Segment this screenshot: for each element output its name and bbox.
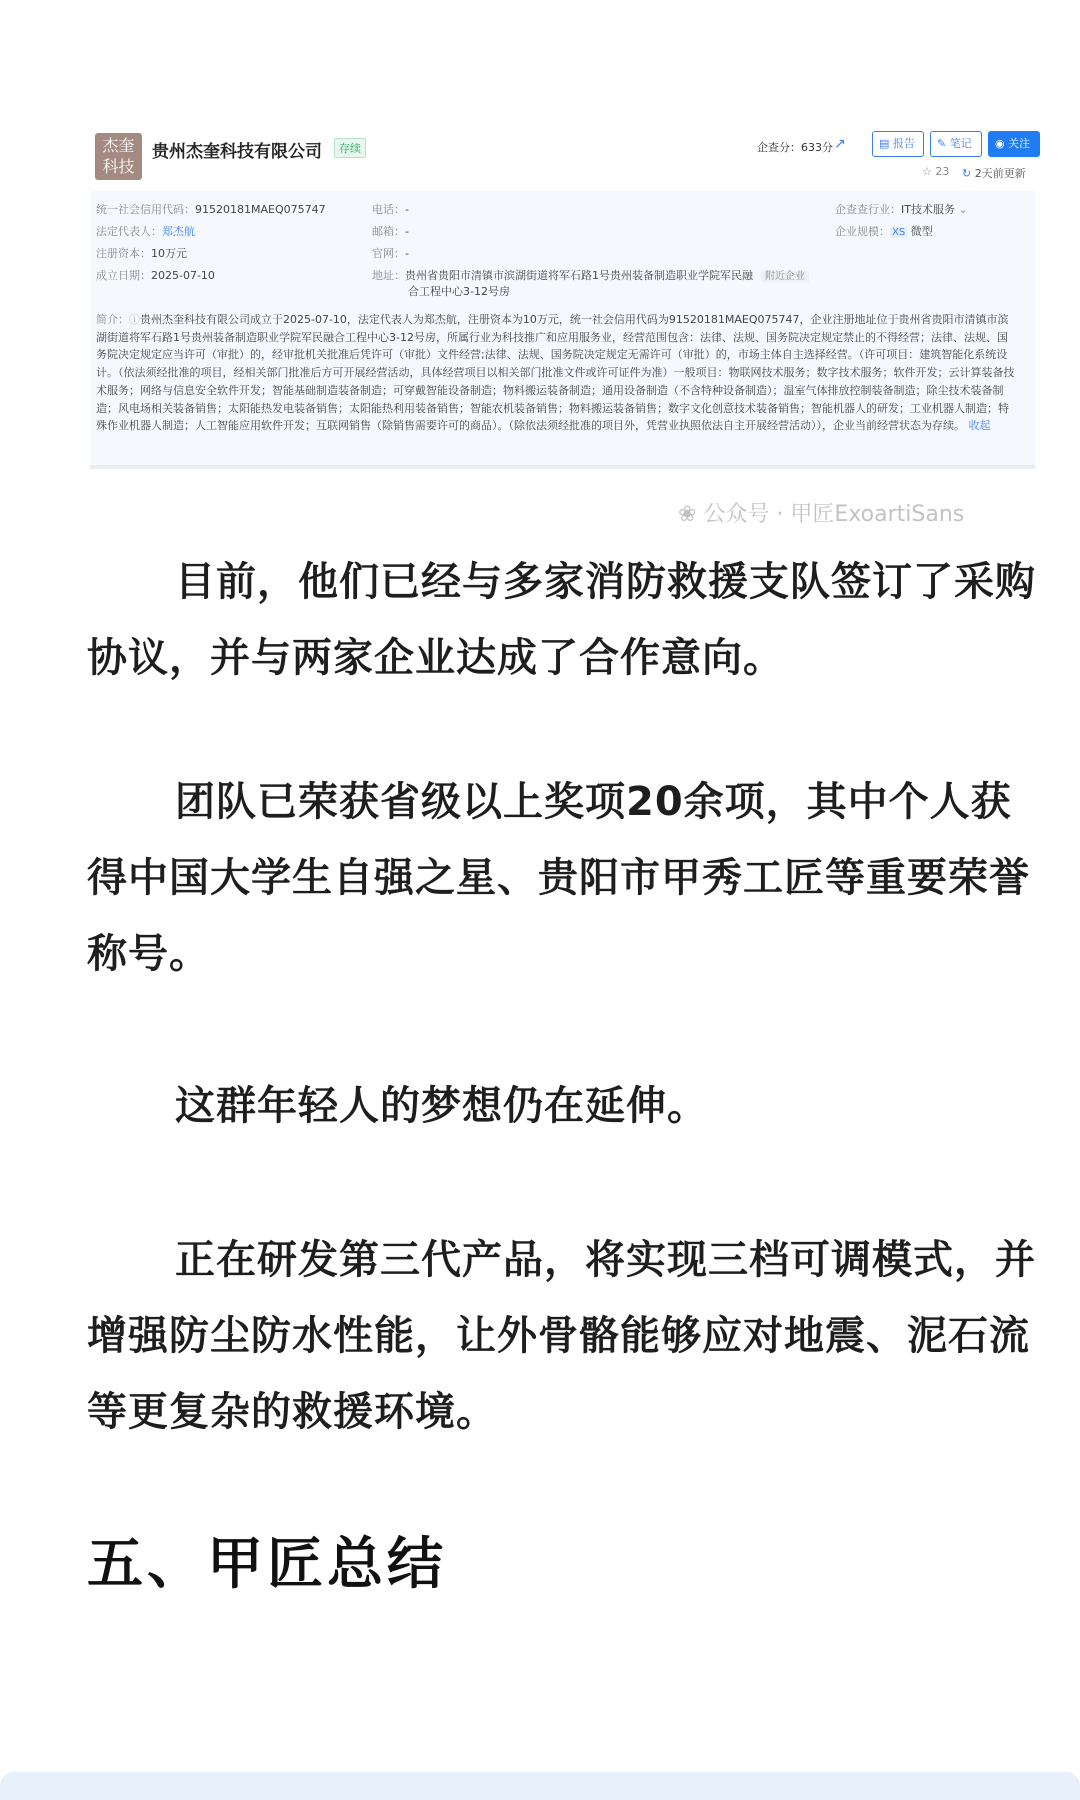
article-paragraph-4 [87,1222,1047,1450]
founded-row [96,267,215,283]
article-paragraph-3 [87,1068,1047,1144]
paragraph-4-text: 正在研发第三代产品，将实现三档可调模式，并增强防尘防水性能，让外骨骼能够应对地震、泥石流等更复杂的救援环境。 [87,1237,1036,1435]
address-row [372,267,809,283]
wechat-icon: ❀ [678,502,697,527]
chevron-down-icon: ⌄ [958,203,968,216]
company-info-card [90,115,1035,527]
logo-text-line1: 杰奎 [102,136,135,155]
credit-code-label: 统一社会信用代码： [96,203,195,216]
address-row-2 [408,283,510,299]
section-heading: 五、甲匠总结 [87,1532,447,1597]
refresh-icon: ↻ [962,167,972,180]
industry-label: 企查查行业： [835,203,901,216]
thumbs-up-icon: ☆ [922,165,932,178]
founded-label: 成立日期： [96,269,151,282]
article-paragraph-2 [87,764,1047,992]
email-row [372,223,409,239]
credit-code-value[interactable]: 91520181MAEQ075747 [195,203,326,216]
scale-row [835,223,933,239]
company-summary [96,311,1016,435]
info-icon: ⓘ [129,313,140,326]
update-status-text: 2天前更新 [974,167,1026,180]
scale-value: 微型 [910,225,933,238]
paragraph-2-text: 团队已荣获省级以上奖项20余项，其中个人获得中国大学生自强之星、贵阳市甲秀工匠等重要荣誉称号。 [87,779,1030,977]
summary-label: 简介： [96,313,129,326]
watermark-text: 公众号 · 甲匠ExoartiSans [703,502,965,527]
card-divider [90,465,1035,469]
follow-button-label: 关注 [1008,137,1031,150]
company-logo [95,133,142,180]
address-line1: 贵州省贵阳市清镇市滨湖街道将军石路1号贵州装备制造职业学院军民融 [405,269,753,282]
collapse-link[interactable]: 收起 [968,419,991,433]
phone-label: 电话： [372,203,405,216]
report-button-label: 报告 [892,137,915,150]
legal-rep-link[interactable]: 郑杰航 [162,225,195,238]
legal-rep-row [96,223,195,239]
website-label: 官网： [372,247,405,260]
bottom-bar [0,1772,1080,1800]
document-icon: ▤ [879,137,890,150]
note-button-label: 笔记 [949,137,972,150]
email-label: 邮箱： [372,225,405,238]
scale-tag: XS [892,227,906,238]
nearby-companies-link[interactable]: 附近企业 [761,271,809,282]
follow-button[interactable] [988,131,1040,157]
paragraph-1-text: 目前，他们已经与多家消防救援支队签订了采购协议，并与两家企业达成了合作意向。 [87,559,1036,681]
summary-text: 贵州杰奎科技有限公司成立于2025-07-10，法定代表人为郑杰航，注册资本为10万元，统一社会信用代码为91520181MAEQ075747，企业注册地址位于贵州省贵阳市清镇市滨湖街道将军石路1号贵州装备制造职业学院军民融合工程中心3-12号房，所属行业为科技推广和应用服务业，经营范围包含：法律、法规、国务院决定规定禁止的不得经营；法律、法规、国务院决定规定应当许可（审批）的，经审批机关批准后凭许可（审批）文件经营;法律、法规、国务院决定规定无需许可（审批）的，市场主体自主选择经营。（许可项目：建筑智能化系统设计。（依法须经批准的项目，经相关部门批准后方可开展经营活动，具体经营项目以相关部门批准文件或许可证件为准）一般项目：物联网技术服务；数字技术服务；软件开发；云计算装备技术服务；网络与信息安全软件开发；智能基础制造装备制造；可穿戴智能设备制造；物料搬运装备制造；通用设备制造（不含特种设备制造）；温室气体排放控制装备制造；除尘技术装备制造；风电场相关装备销售；太阳能热发电装备销售；太阳能热利用装备销售；智能农机装备销售；物料搬运装备销售；数字文化创意技术装备销售；智能机器人的研发；工业机器人制造；特殊作业机器人制造；人工智能应用软件开发；互联网销售（除销售需要许可的商品）。（除依法须经批准的项目外，凭营业执照依法自主开展经营活动）），企业当前经营状态为存续。 [96,313,1015,433]
watermark [678,497,964,528]
capital-row [96,245,187,261]
paragraph-3-text: 这群年轻人的梦想仍在延伸。 [175,1083,708,1129]
scale-label: 企业规模： [835,225,890,238]
phone-value: - [405,203,409,216]
website-value: - [405,247,409,260]
status-badge: 存续 [334,138,366,158]
capital-value: 10万元 [151,247,187,260]
founded-value: 2025-07-10 [151,269,215,282]
address-label: 地址： [372,269,405,282]
like-count[interactable] [922,165,949,178]
logo-text-line2: 科技 [102,157,135,176]
company-name[interactable]: 贵州杰奎科技有限公司 [152,142,322,162]
location-pin-icon: ◉ [995,137,1005,150]
trend-icon: ↗ [834,136,846,152]
like-count-value: 23 [935,165,950,178]
address-line2: 合工程中心3-12号房 [408,285,510,298]
pencil-icon: ✎ [937,137,947,150]
website-row [372,245,409,261]
report-button[interactable] [872,131,924,157]
industry-value: IT技术服务 [901,203,955,216]
email-value: - [405,225,409,238]
phone-row [372,201,409,217]
info-panel [90,191,1035,527]
credit-code-row [96,201,326,217]
capital-label: 注册资本： [96,247,151,260]
legal-rep-label: 法定代表人： [96,225,162,238]
article-paragraph-1 [87,544,1047,696]
update-status[interactable] [962,165,1026,181]
note-button[interactable] [930,131,982,157]
company-score[interactable]: 企查分：633分 [757,141,833,154]
industry-row[interactable] [835,201,968,217]
